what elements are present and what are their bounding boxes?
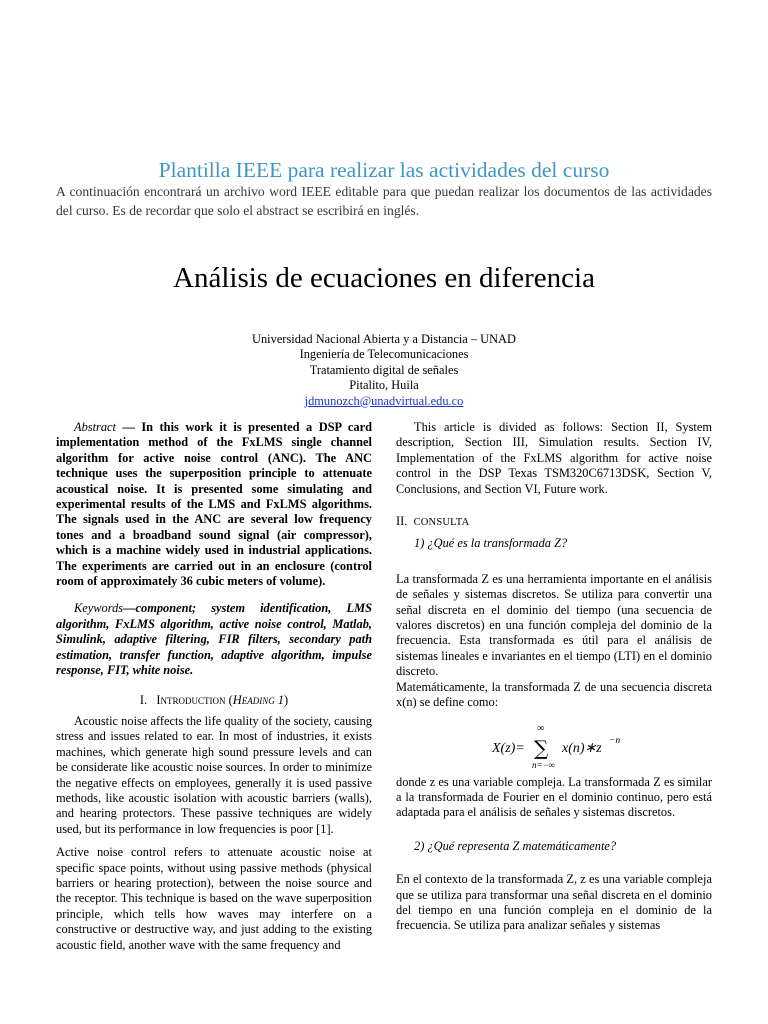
keywords-dash: — [123,601,136,616]
affiliation-location: Pitalito, Huila [349,378,419,393]
author-email-link[interactable]: jdmunozch@unadvirtual.edu.co [304,393,464,408]
abstract-text: In this work it is presented a DSP card implementation method of the FxLMS single channel algorithm for active noise control (ANC). The ANC technique uses the superposition principle to attenuate acoustical noise. It is presented some simulating and experimental results of the LMS and FxLMS algorithms. The signals used in the ANC are several low frequency tones and a broadband sound signal (air compressor), which is a machine widely used in industrial applications. The experiments are carried out in an enclosure (control room of approximately 36 cubic meters of volume). [56,420,372,589]
answer-1-definition-intro: Matemáticamente, la transformada Z de una secuencia discreta x(n) se define como: [396,679,712,710]
keywords-label: Keywords [74,601,124,616]
section2-title: CONSULTA [413,517,470,529]
abstract-paragraph [56,420,372,589]
intro-paragraph-1: Acoustic noise affects the life quality of the society, causing stress and issues related to ear. In most of industries, it exists machines, which generate high sound pressure levels and can be considerate like acoustic noise sources. In order to minimize the negative effects on employees, generally it is used passive methods, like acoustic isolation with acoustic barriers (walls), and hearing protectors. These passive techniques are widely used, but its performance in low frequencies is poor [1]. [56,713,372,836]
equation-sum-upper: ∞ [537,722,545,734]
article-structure-paragraph: This article is divided as follows: Section II, System description, Section III, Simulation results. Section IV, Implementation of the FxLMS algorithm for active noise control in the DSP Texas TSM320C6713DSK, Section V, Conclusions, and Section VI, Future work. [396,420,712,496]
equation-lhs: X(z)= [492,740,525,756]
section-number: I. [139,692,148,707]
answer-2-paragraph: En el contexto de la transformada Z, z es una variable compleja que se utiliza para transformar una señal discreta en el dominio del tiempo en una función compleja en el dominio de la frecuencia. Se utiliza para analizar señales y sistemas [396,872,712,933]
abstract-label: Abstract [74,420,116,434]
question-2-heading: 2) ¿Qué representa Z matemáticamente? [414,838,617,853]
section-title: Introduction [156,692,226,707]
template-title: Plantilla IEEE para realizar las actividades del curso [158,158,610,182]
answer-1-paragraph: La transformada Z es una herramienta importante en el análisis de señales y sistemas discretos. Se utiliza para convertir una señal discreta en el dominio del tiempo (una secuencia de valores discretos) en una función compleja del dominio de la frecuencia. Esta transformada es útil para el análisis de sistemas lineales e invariantes en el tiempo (LTI) en el dominio discreto. [396,571,712,679]
question-1-heading: 1) ¿Qué es la transformada Z? [414,536,568,551]
right-column [396,420,712,934]
left-column [56,420,372,953]
intro-paragraph-2: Active noise control refers to attenuate acoustic noise at specific space points, without using passive methods (physical barriers or hearing protection), between the noise source and the receptor. This technique is based on the wave superposition principle, which tells how waves may interfere on a constructive or destructive way, and just adding to the existing acoustic field, another wave with the same frequency and [56,845,372,952]
section-heading-introduction: I. Introduction (Heading 1) [139,692,289,707]
summation-icon: ∑ [534,735,549,760]
paper-title: Análisis de ecuaciones en diferencia [173,262,595,294]
equation-sum-lower: n=−∞ [532,759,556,770]
answer-1-conclusion: donde z es una variable compleja. La transformada Z es similar a la transformada de Fourier en el dominio continuo, pero está adaptada para el análisis de señales y sistemas discretos. [396,774,712,820]
z-transform-equation [396,711,712,775]
section-heading-consulta [396,514,712,530]
equation-svg [396,711,712,775]
equation-term: x(n)∗z [562,740,602,756]
affiliation-block [0,332,768,409]
affiliation-course: Tratamiento digital de señales [309,362,459,377]
template-description: A continuación encontrará un archivo word IEEE editable para que puedan realizar los documentos de las actividades del curso. Es de recordar que solo el abstract se escribirá en inglés. [56,184,712,218]
abstract-dash: — [116,420,142,434]
affiliation-university: Universidad Nacional Abierta y a Distancia – UNAD [252,332,516,346]
affiliation-program: Ingeniería de Telecomunicaciones [299,347,469,362]
equation-exponent: −n [609,735,621,746]
section2-number: II. [396,514,408,529]
keywords-paragraph [56,601,372,678]
section-heading-note: Heading 1 [232,692,284,707]
keywords-text: component; system identification, LMS algorithm, FxLMS algorithm, active noise control, Matlab, Simulink, adaptive filtering, FIR filters, secondary path estimation, transfer function, adaptive algorithm, impulse response, FIT, white noise. [56,601,372,678]
